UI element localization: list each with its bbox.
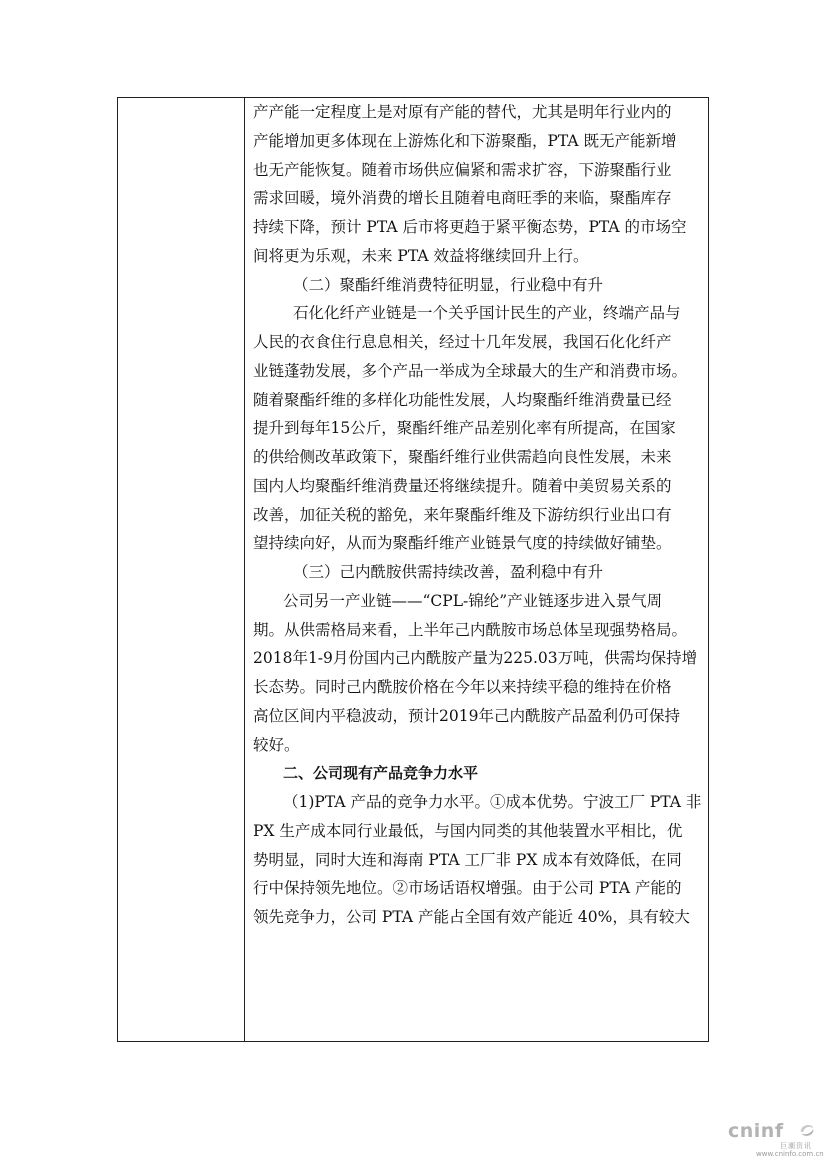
logo-subtitle: 巨潮资讯 bbox=[780, 1142, 812, 1150]
text-line: 的供给侧改革政策下，聚酯纤维行业供需趋向良性发展，未来 bbox=[253, 448, 672, 466]
text-line: 期。从供需格局来看，上半年己内酰胺市场总体呈现强势格局。 bbox=[253, 620, 688, 639]
text-line: PX 生产成本同行业最低，与国内同类的其他装置水平相比，优 bbox=[253, 821, 683, 840]
text-line: 领先竞争力，公司 PTA 产能占全国有效产能近 40%，具有较大 bbox=[253, 908, 690, 926]
text-line: 公司另一产业链——“CPL-锦纶”产业链逐步进入景气周 bbox=[283, 591, 663, 610]
text-line: 也无产能恢复。随着市场供应偏紧和需求扩容，下游聚酯行业 bbox=[253, 160, 672, 179]
text-line: 高位区间内平稳波动，预计2019年己内酰胺产品盈利仍可保持 bbox=[253, 706, 680, 725]
subsection-heading: （二）聚酯纤维消费特征明显，行业稳中有升 bbox=[293, 275, 604, 294]
text-line: 势明显，同时大连和海南 PTA 工厂非 PX 成本有效降低，在同 bbox=[253, 850, 682, 869]
text-line: 行中保持领先地位。②市场话语权增强。由于公司 PTA 产能的 bbox=[253, 879, 682, 898]
text-line: （1)PTA 产品的竞争力水平。①成本优势。宁波工厂 PTA 非 bbox=[283, 793, 702, 811]
cninfo-watermark-logo bbox=[728, 1120, 824, 1160]
text-line: 望持续向好，从而为聚酯纤维产业链景气度的持续做好铺垫。 bbox=[253, 534, 672, 553]
text-line: 业链蓬勃发展，多个产品一举成为全球最大的生产和消费市场。 bbox=[253, 361, 688, 380]
text-line: 持续下降，预计 PTA 后市将更趋于紧平衡态势，PTA 的市场空 bbox=[253, 218, 687, 236]
text-line: 产能增加更多体现在上游炼化和下游聚酯，PTA 既无产能新增 bbox=[253, 131, 677, 150]
logo-brand-text: cninf bbox=[728, 1120, 784, 1142]
text-line: 人民的衣食住行息息相关，经过十几年发展，我国石化化纤产 bbox=[253, 333, 672, 351]
body-text bbox=[253, 98, 705, 932]
subsection-heading: （三）己内酰胺供需持续改善，盈利稳中有升 bbox=[293, 563, 604, 581]
table-frame bbox=[117, 97, 709, 1042]
logo-url: www.cninfo.com.cn bbox=[756, 1150, 824, 1158]
swirl-icon bbox=[798, 1121, 816, 1139]
column-divider bbox=[244, 98, 245, 1041]
text-line: 产产能一定程度上是对原有产能的替代，尤其是明年行业内的 bbox=[253, 103, 672, 121]
text-line: 国内人均聚酯纤维消费量还将继续提升。随着中美贸易关系的 bbox=[253, 476, 672, 495]
text-line: 石化化纤产业链是一个关乎国计民生的产业，终端产品与 bbox=[293, 304, 681, 323]
text-line: 长态势。同时己内酰胺价格在今年以来持续平稳的维持在价格 bbox=[253, 678, 672, 696]
section-heading: 二、公司现有产品竞争力水平 bbox=[283, 764, 479, 783]
text-line: 随着聚酯纤维的多样化功能性发展，人均聚酯纤维消费量已经 bbox=[253, 390, 672, 409]
text-line: 2018年1-9月份国内己内酰胺产量为225.03万吨，供需均保持增 bbox=[253, 649, 698, 668]
text-line: 改善，加征关税的豁免，来年聚酯纤维及下游纺织行业出口有 bbox=[253, 505, 672, 524]
text-line: 提升到每年15公斤，聚酯纤维产品差别化率有所提高，在国家 bbox=[253, 419, 676, 438]
text-line: 需求回暖，境外消费的增长且随着电商旺季的来临，聚酯库存 bbox=[253, 189, 672, 208]
text-line: 较好。 bbox=[253, 735, 300, 754]
text-line: 间将更为乐观，未来 PTA 效益将继续回升上行。 bbox=[253, 246, 589, 265]
